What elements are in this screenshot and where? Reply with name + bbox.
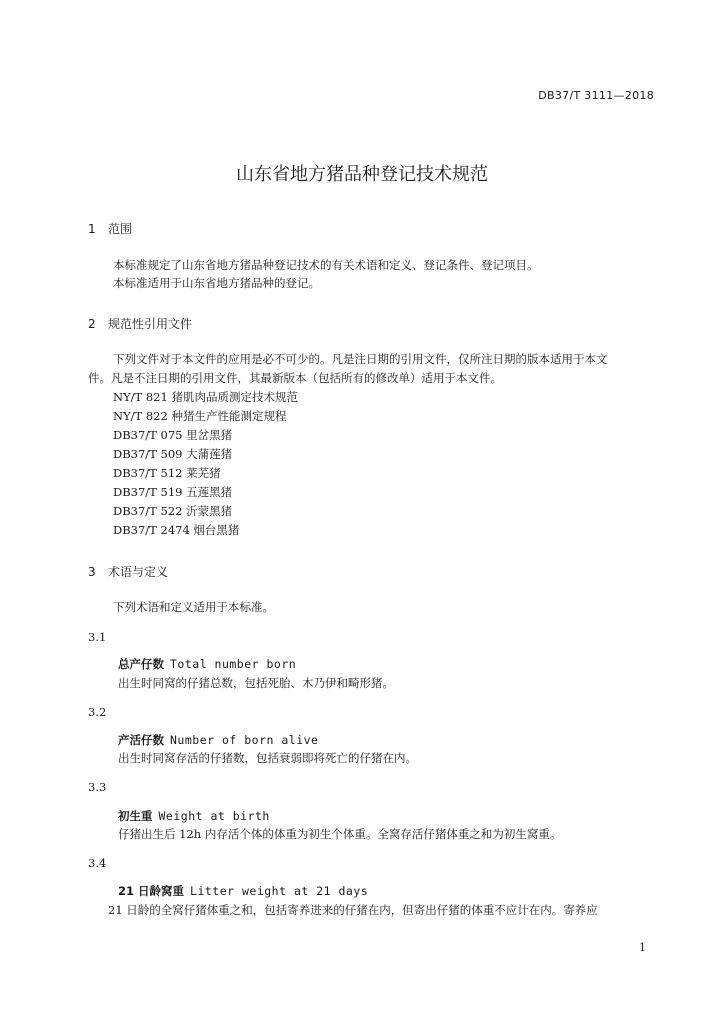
term-number: 3.2 <box>88 705 107 719</box>
term-name-en: Weight at birth <box>158 809 270 823</box>
term-name-zh: 初生重 <box>118 809 153 823</box>
term-name-en: Number of born alive <box>170 733 319 747</box>
term-number: 3.3 <box>88 780 107 794</box>
reference-item: DB37/T 509 大蒲莲猪 <box>113 447 233 461</box>
term-definition: 21 日龄的全窝仔猪体重之和，包括寄养进来的仔猪在内，但寄出仔猪的体重不应计在内。寄养应 <box>108 903 598 917</box>
term-name-en: Litter weight at 21 days <box>190 884 369 898</box>
section-title: 规范性引用文件 <box>108 317 193 331</box>
section-number: 1 <box>88 222 96 236</box>
reference-item: DB37/T 522 沂蒙黑猪 <box>113 504 233 518</box>
term-heading <box>118 656 296 672</box>
section-title: 术语与定义 <box>108 565 169 579</box>
paragraph: 下列文件对于本文件的应用是必不可少的。凡是注日期的引用文件，仅所注日期的版本适用于本文 <box>113 352 608 366</box>
section-heading-2 <box>88 315 192 332</box>
paragraph: 件。凡是不注日期的引用文件，其最新版本（包括所有的修改单）适用于本文件。 <box>88 371 502 385</box>
term-heading <box>118 883 368 899</box>
section-heading-1 <box>88 220 132 237</box>
term-definition: 出生时同窝存活的仔猪数，包括衰弱即将死亡的仔猪在内。 <box>118 751 417 765</box>
section-heading-3 <box>88 563 168 580</box>
term-name-zh: 21 日龄窝重 <box>118 884 185 898</box>
section-number: 2 <box>88 317 96 331</box>
section-title: 范围 <box>108 222 133 236</box>
document-code: DB37/T 3111—2018 <box>538 89 654 102</box>
section-number: 3 <box>88 565 96 579</box>
reference-item: DB37/T 519 五莲黑猪 <box>113 485 233 499</box>
reference-item: NY/T 822 种猪生产性能测定规程 <box>113 409 287 423</box>
term-name-zh: 产活仔数 <box>118 733 164 747</box>
paragraph: 本标准规定了山东省地方猪品种登记技术的有关术语和定义、登记条件、登记项目。 <box>113 258 539 272</box>
reference-item: DB37/T 2474 烟台黑猪 <box>113 523 240 537</box>
reference-item: DB37/T 075 里岔黑猪 <box>113 428 233 442</box>
page-number: 1 <box>639 941 646 954</box>
term-definition: 仔猪出生后 12h 内存活个体的体重为初生个体重。全窝存活仔猪体重之和为初生窝重。 <box>118 827 562 841</box>
reference-item: NY/T 821 猪肌肉品质测定技术规范 <box>113 390 298 404</box>
reference-item: DB37/T 512 莱芜猪 <box>113 466 221 480</box>
term-name-en: Total number born <box>170 657 297 671</box>
term-definition: 出生时同窝的仔猪总数，包括死胎、木乃伊和畸形猪。 <box>118 676 394 690</box>
term-number: 3.1 <box>88 630 107 644</box>
paragraph: 下列术语和定义适用于本标准。 <box>113 600 274 614</box>
document-title: 山东省地方猪品种登记技术规范 <box>236 164 488 185</box>
term-number: 3.4 <box>88 856 107 870</box>
term-name-zh: 总产仔数 <box>118 657 164 671</box>
paragraph: 本标准适用于山东省地方猪品种的登记。 <box>113 276 320 290</box>
term-heading <box>118 732 318 748</box>
term-heading <box>118 808 270 824</box>
